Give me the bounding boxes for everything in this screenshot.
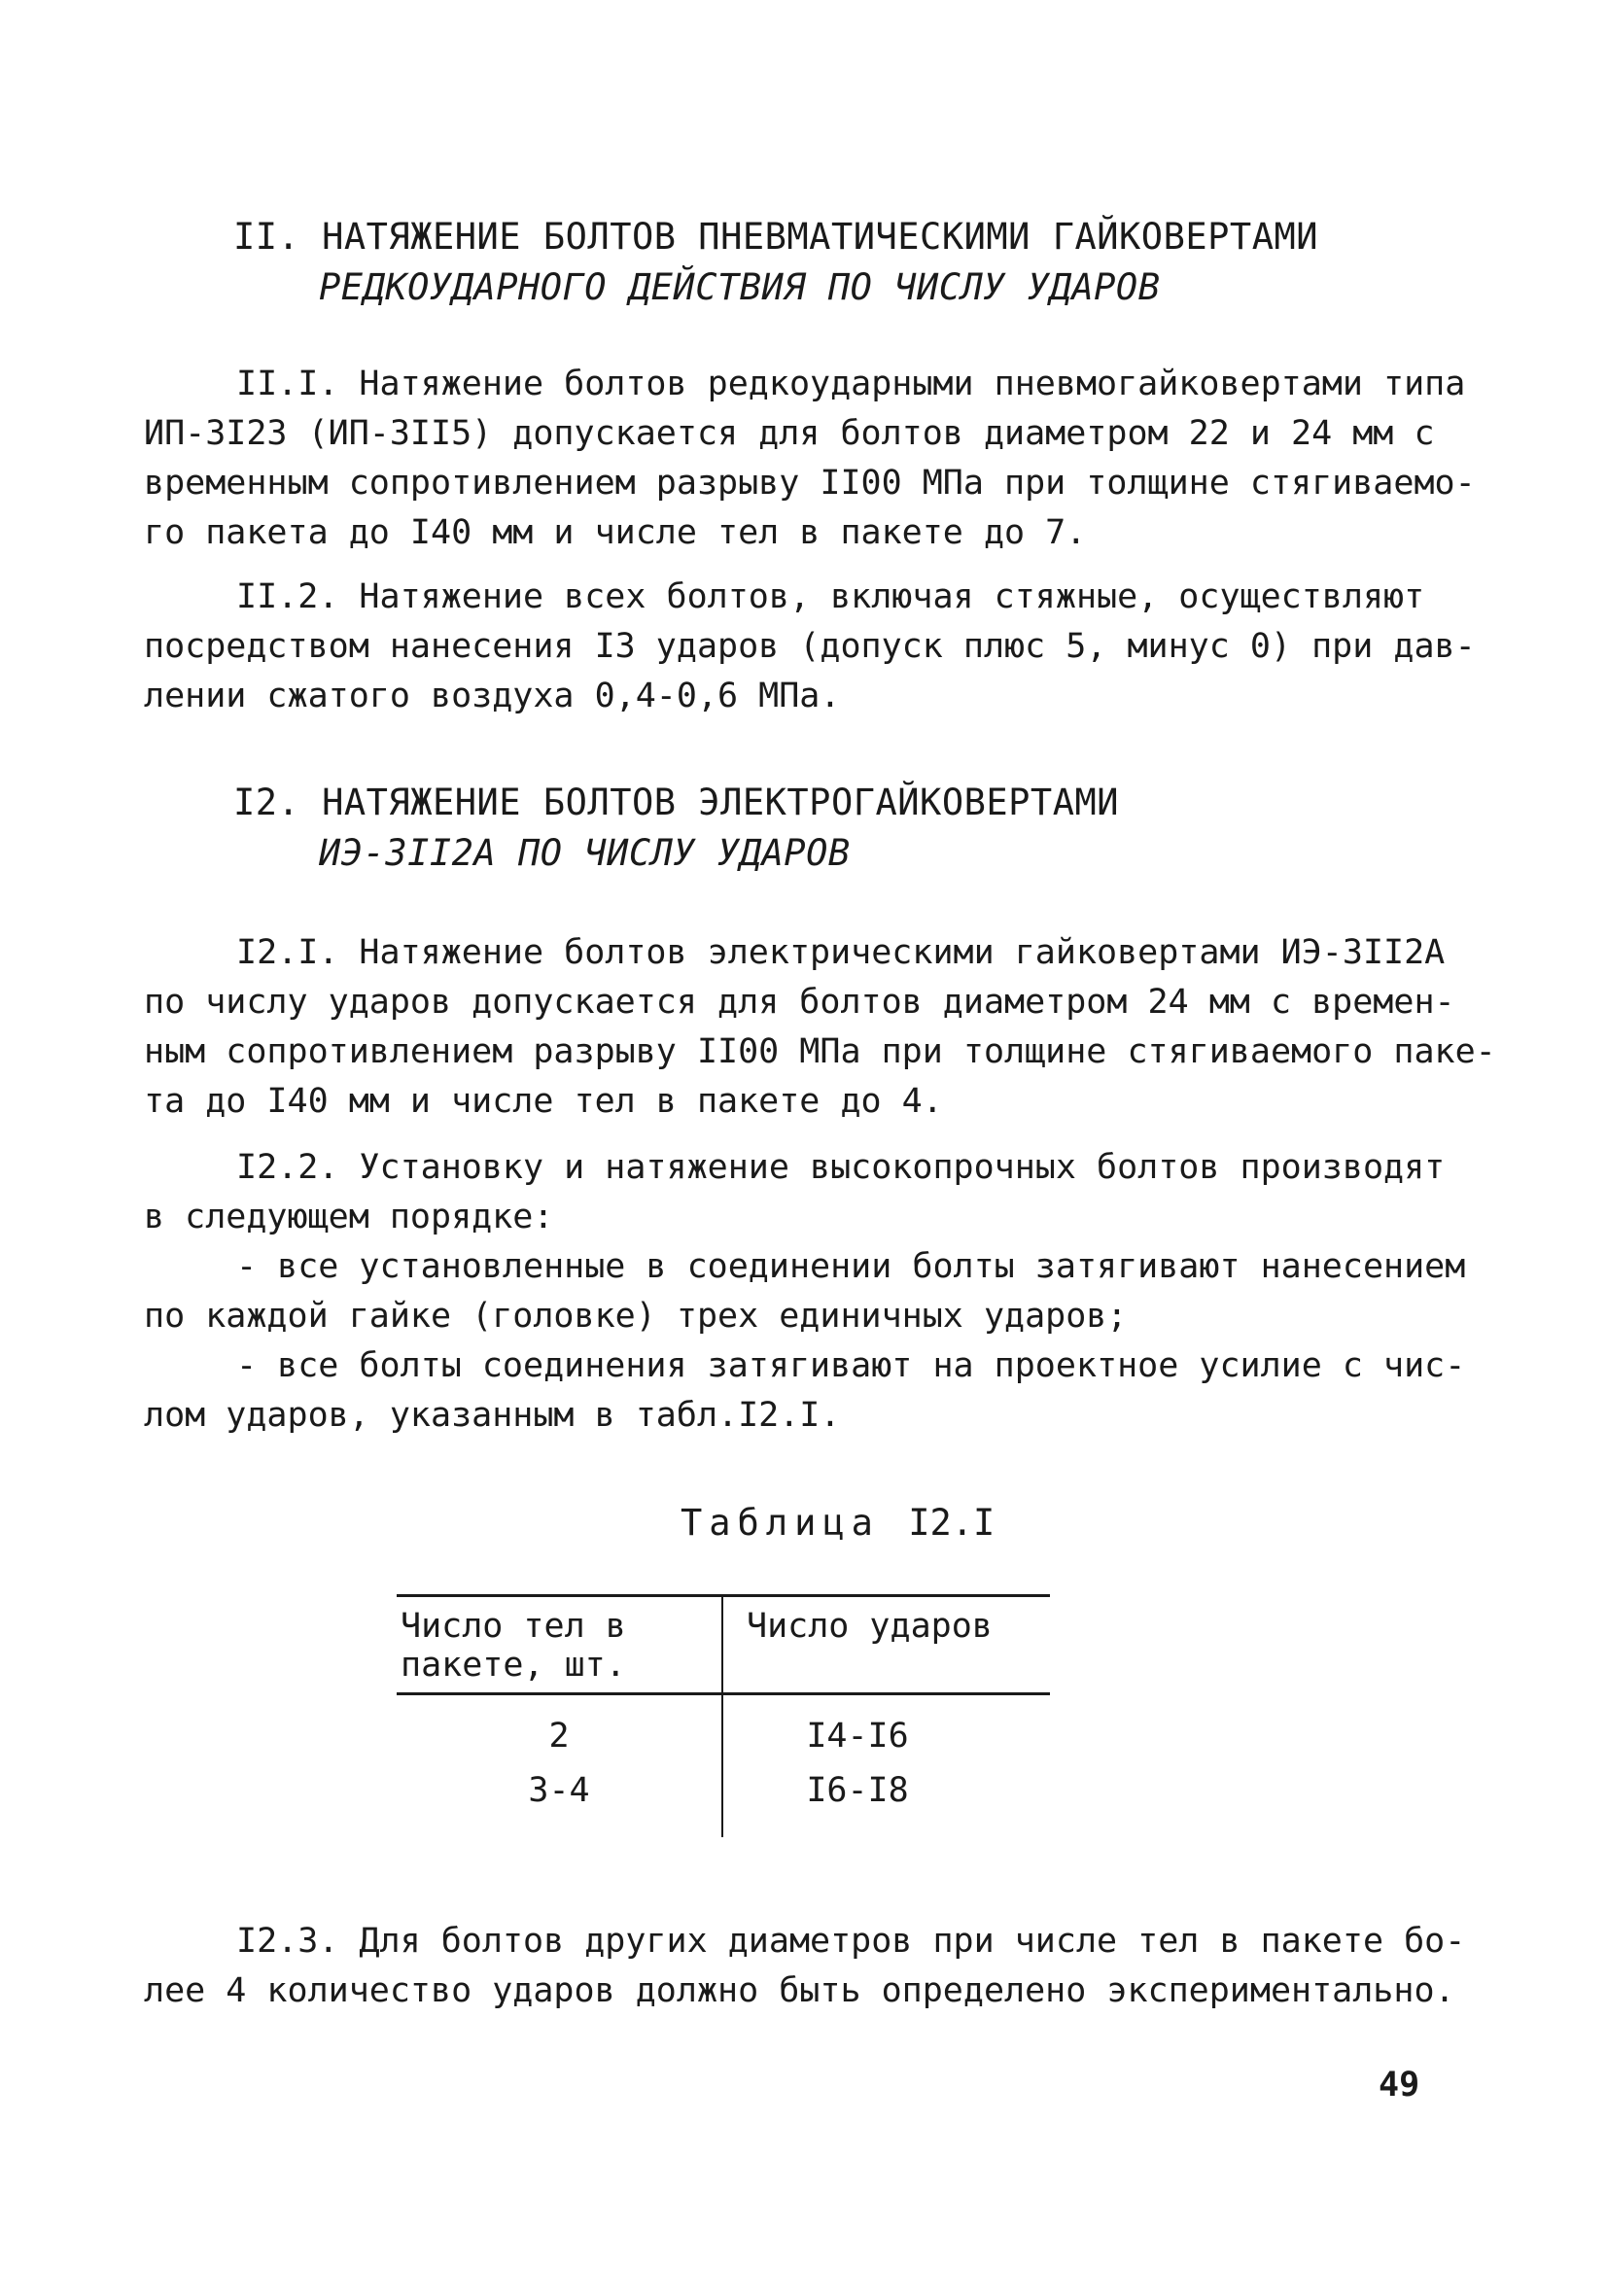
text-line: по числу ударов допускается для болтов диаметром 24 мм с времен- [144, 983, 1455, 1022]
list-item-line: - все болты соединения затягивают на проектное усилие с чис- [236, 1346, 1466, 1385]
section-12-heading [233, 778, 1119, 879]
header-bodies-count [397, 1596, 722, 1694]
cell-strikes: I6-I8 [806, 1771, 909, 1810]
table-row [397, 1694, 1050, 1764]
section-11-heading [233, 212, 1318, 313]
table-caption-word: Таблица [681, 1502, 880, 1544]
text-line: посредством нанесения I3 ударов (допуск плюс 5, минус 0) при дав- [144, 627, 1476, 666]
table-caption-number: I2.I [908, 1502, 996, 1544]
text-line: временным сопротивлением разрыву II00 МПа при толщине стягиваемо- [144, 464, 1476, 503]
table-header-row [397, 1596, 1050, 1694]
paragraph-12-2 [144, 1143, 1466, 1441]
text-line: II.2. Натяжение всех болтов, включая стяжные, осуществляют [236, 577, 1425, 616]
list-item-line: - все установленные в соединении болты затягивают нанесением [236, 1247, 1466, 1286]
text-line: лом ударов, указанным в табл.I2.I. [144, 1396, 841, 1435]
cell-bodies: 3-4 [397, 1763, 722, 1837]
text-line: II.I. Натяжение болтов редкоударными пневмогайковертами типа [236, 365, 1466, 403]
page-number: 49 [1379, 2066, 1420, 2105]
text-line: I2.2. Установку и натяжение высокопрочных болтов производят [236, 1148, 1446, 1187]
paragraph-11-1 [144, 360, 1476, 558]
text-line: I2.3. Для болтов других диаметров при числе тел в пакете бо- [236, 1922, 1466, 1961]
text-line: по каждой гайке (головке) трех единичных ударов; [144, 1297, 1128, 1336]
table-row [397, 1763, 1050, 1837]
header-bodies-line2: пакете, шт. [401, 1646, 626, 1685]
section-11-title-line2: РЕДКОУДАРНОГО ДЕЙСТВИЯ ПО ЧИСЛУ УДАРОВ [319, 266, 1161, 308]
header-strikes-count: Число ударов [722, 1596, 1050, 1694]
text-line: лении сжатого воздуха 0,4-0,6 МПа. [144, 677, 841, 715]
header-bodies-line1: Число тел в [401, 1607, 626, 1646]
text-line: ИП-3I23 (ИП-3II5) допускается для болтов диаметром 22 и 24 мм с [144, 414, 1435, 453]
paragraph-11-2 [144, 573, 1476, 721]
section-11-title-line1: II. НАТЯЖЕНИЕ БОЛТОВ ПНЕВМАТИЧЕСКИМИ ГАЙКОВЕРТАМИ [233, 216, 1319, 258]
text-line: I2.I. Натяжение болтов электрическими гайковертами ИЭ-3II2А [236, 933, 1446, 972]
strikes-table [397, 1594, 1050, 1837]
section-12-title-line2: ИЭ-3II2А ПО ЧИСЛУ УДАРОВ [319, 832, 851, 874]
paragraph-12-1 [144, 928, 1496, 1127]
text-line: та до I40 мм и числе тел в пакете до 4. [144, 1082, 943, 1121]
paragraph-12-3 [144, 1917, 1466, 2016]
table-caption [681, 1502, 995, 1544]
cell-bodies: 2 [397, 1694, 722, 1764]
cell-strikes: I4-I6 [806, 1717, 909, 1756]
text-line: ным сопротивлением разрыву II00 МПа при толщине стягиваемого паке- [144, 1032, 1496, 1071]
text-line: го пакета до I40 мм и числе тел в пакете до 7. [144, 513, 1087, 552]
text-line: в следующем порядке: [144, 1198, 554, 1236]
text-line: лее 4 количество ударов должно быть определено экспериментально. [144, 1971, 1455, 2010]
section-12-title-line1: I2. НАТЯЖЕНИЕ БОЛТОВ ЭЛЕКТРОГАЙКОВЕРТАМИ [233, 782, 1120, 823]
